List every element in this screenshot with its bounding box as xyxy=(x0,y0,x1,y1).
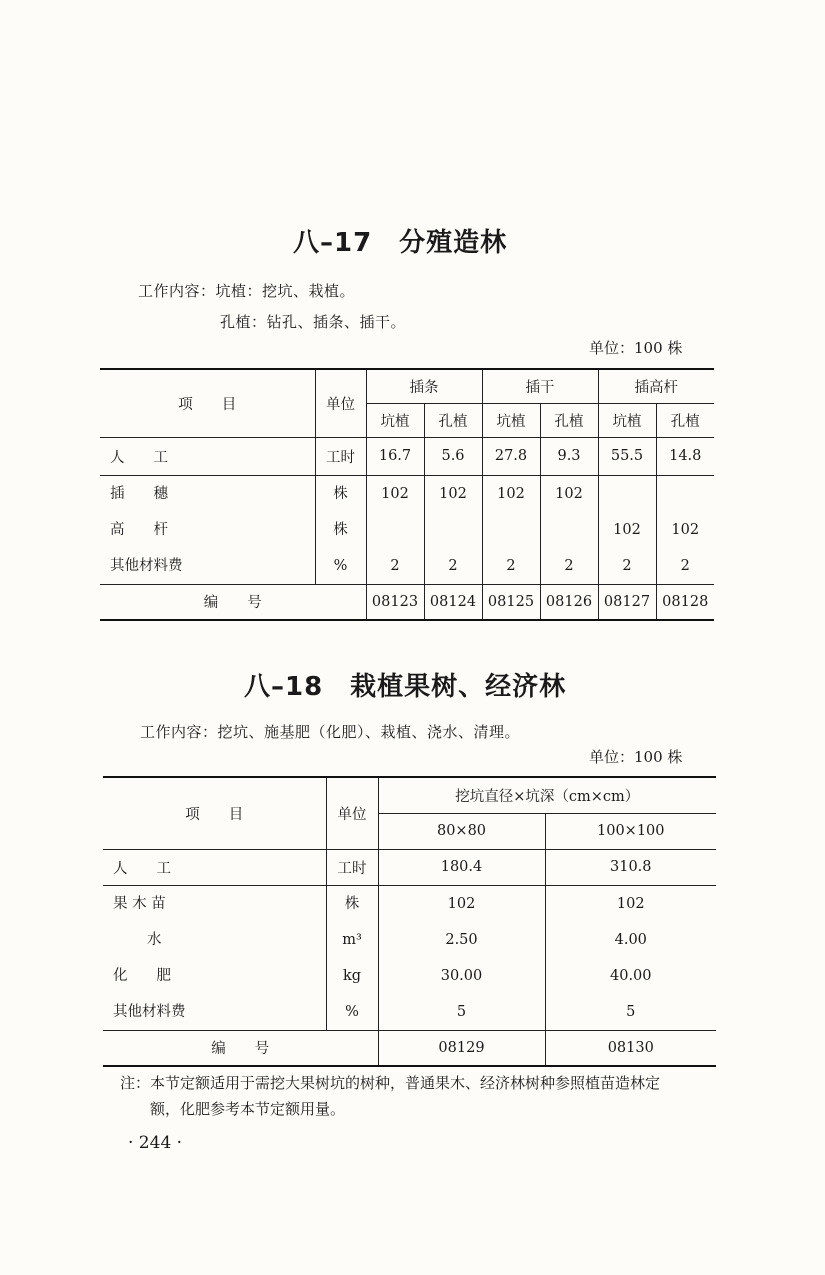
cell: 102 xyxy=(671,521,700,538)
cell: 102 xyxy=(381,485,409,502)
row-name: 其他材料费 xyxy=(110,557,183,574)
code: 08129 xyxy=(378,1030,545,1066)
header-item: 项 目 xyxy=(103,777,326,849)
header-sub: 100×100 xyxy=(545,813,716,849)
cell: 40.00 xyxy=(610,967,652,984)
section-2-table xyxy=(103,776,716,1067)
header-sub: 坑植 xyxy=(598,403,656,437)
footnote-line-2: 额，化肥参考本节定额用量。 xyxy=(150,1100,346,1118)
row-name: 化 肥 xyxy=(113,967,171,984)
row-unit: % xyxy=(333,557,348,574)
header-unit: 单位 xyxy=(326,777,378,849)
cell xyxy=(541,512,598,548)
table-row xyxy=(100,437,714,475)
table-row-group xyxy=(100,475,714,584)
cell xyxy=(483,512,540,548)
code: 08127 xyxy=(598,584,656,620)
row-name: 其他材料费 xyxy=(113,1003,186,1020)
row-name: 果 木 苗 xyxy=(113,895,166,912)
header-sub: 坑植 xyxy=(482,403,540,437)
header-group-pit-size: 挖坑直径×坑深（cm×cm） xyxy=(378,777,716,813)
code-label: 编 号 xyxy=(103,1030,378,1066)
row-unit: 株 xyxy=(344,895,360,912)
cell: 4.00 xyxy=(614,931,647,948)
header-item: 项 目 xyxy=(100,369,315,437)
section-1-table xyxy=(100,368,714,621)
header-sub: 坑植 xyxy=(366,403,424,437)
cell: 102 xyxy=(439,485,467,502)
cell xyxy=(425,512,482,548)
header-unit: 单位 xyxy=(315,369,366,437)
header-group-chatiao: 插条 xyxy=(366,369,482,403)
cell: 5 xyxy=(626,1003,636,1020)
cell: 2 xyxy=(506,557,516,574)
row-name: 高 杆 xyxy=(110,521,168,538)
code-row xyxy=(100,584,714,620)
cell: 180.4 xyxy=(378,849,545,885)
row-unit: 株 xyxy=(333,485,348,502)
header-sub: 孔植 xyxy=(424,403,482,437)
header-group-chagaogan: 插高杆 xyxy=(598,369,714,403)
code: 08124 xyxy=(424,584,482,620)
section-2-title: 八–18 栽植果树、经济林 xyxy=(244,672,567,702)
header-sub: 孔植 xyxy=(540,403,598,437)
row-unit: m³ xyxy=(342,931,362,948)
row-unit: 株 xyxy=(333,521,348,538)
header-sub: 孔植 xyxy=(656,403,714,437)
cell: 9.3 xyxy=(540,437,598,475)
section-2-work-content: 工作内容：挖坑、施基肥（化肥）、栽植、浇水、清理。 xyxy=(140,723,521,741)
row-name: 插 穗 xyxy=(110,485,168,502)
row-name: 水 xyxy=(147,931,162,948)
footnote xyxy=(120,1070,720,1122)
row-name: 人 工 xyxy=(100,437,315,475)
page-number: · 244 · xyxy=(128,1133,183,1153)
cell: 310.8 xyxy=(545,849,716,885)
cell: 102 xyxy=(447,895,476,912)
code: 08130 xyxy=(545,1030,716,1066)
code-row xyxy=(103,1030,716,1066)
section-1-title: 八–17 分殖造林 xyxy=(293,228,508,258)
cell: 30.00 xyxy=(440,967,483,984)
cell: 2.50 xyxy=(445,931,478,948)
cell: 102 xyxy=(555,485,583,502)
section-1-work-content-2: 孔植：钻孔、插条、插干。 xyxy=(220,313,407,331)
cell: 27.8 xyxy=(482,437,540,475)
cell: 2 xyxy=(448,557,458,574)
cell xyxy=(657,476,715,512)
row-unit: 工时 xyxy=(315,437,366,475)
code: 08123 xyxy=(366,584,424,620)
code: 08126 xyxy=(540,584,598,620)
cell: 2 xyxy=(390,557,400,574)
cell: 16.7 xyxy=(366,437,424,475)
cell: 2 xyxy=(680,557,690,574)
cell: 55.5 xyxy=(598,437,656,475)
code: 08125 xyxy=(482,584,540,620)
row-name: 人 工 xyxy=(103,849,326,885)
cell: 102 xyxy=(613,521,641,538)
cell xyxy=(599,476,656,512)
section-1-unit: 单位：100 株 xyxy=(589,339,683,357)
row-unit: 工时 xyxy=(326,849,378,885)
footnote-line-1: 注：本节定额适用于需挖大果树坑的树种，普通果木、经济林树种参照植苗造林定 xyxy=(120,1074,661,1092)
cell: 2 xyxy=(564,557,574,574)
table-row-group xyxy=(103,885,716,1030)
row-unit: % xyxy=(345,1003,359,1020)
code: 08128 xyxy=(656,584,714,620)
table-row xyxy=(103,849,716,885)
row-unit: kg xyxy=(342,967,362,984)
cell: 5.6 xyxy=(424,437,482,475)
section-1-work-content: 工作内容：坑植：挖坑、栽植。 xyxy=(138,282,356,300)
cell: 102 xyxy=(616,895,645,912)
header-group-chagan: 插干 xyxy=(482,369,598,403)
cell: 2 xyxy=(622,557,632,574)
section-2-unit: 单位：100 株 xyxy=(589,748,683,766)
cell: 14.8 xyxy=(656,437,714,475)
header-sub: 80×80 xyxy=(378,813,545,849)
cell xyxy=(367,512,424,548)
code-label: 编 号 xyxy=(100,584,366,620)
cell: 5 xyxy=(456,1003,467,1020)
cell: 102 xyxy=(497,485,525,502)
